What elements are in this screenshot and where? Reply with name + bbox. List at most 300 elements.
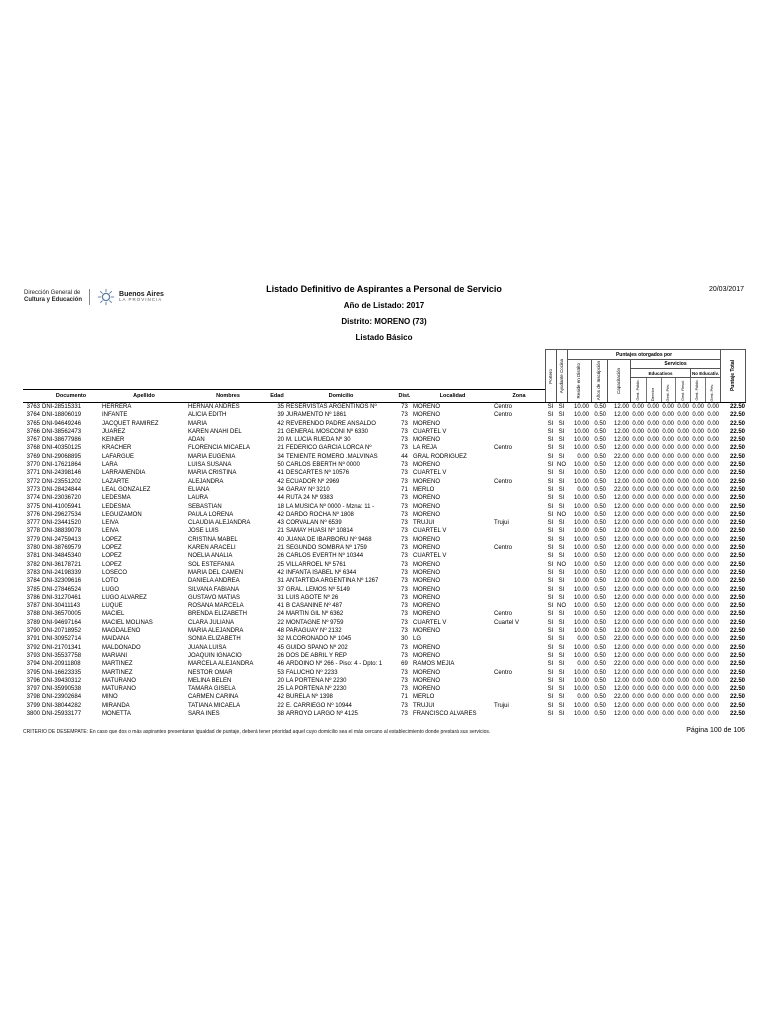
cell-portero: SI: [547, 603, 554, 610]
cell-capacitacion: 12.00: [613, 511, 629, 518]
cell-distrito: 73: [401, 710, 408, 717]
cell-reside-en-distrito: 10.00: [573, 520, 589, 527]
cell-domicilio: GUIDO SPANO Nº 202: [286, 644, 348, 651]
cell-portero: SI: [547, 677, 554, 684]
cell-zona: Trujui: [494, 520, 509, 527]
table-row: [23, 610, 746, 618]
cell-edu-gest-priv: 0.00: [662, 561, 674, 568]
cell-edu-director: 0.00: [647, 404, 659, 410]
cell-edu-director: 0.00: [647, 503, 659, 510]
cell-edu-gest-resol: 0.00: [677, 628, 689, 635]
table-row: [23, 527, 746, 535]
cell-apellido: LEIVA: [102, 520, 119, 527]
cell-zona: [493, 428, 545, 436]
cell-domicilio: LUIS AGOTE Nº 26: [286, 594, 339, 601]
cell-edu-director: 0.00: [647, 594, 659, 601]
cell-edu-gest-priv: 0.00: [662, 578, 674, 585]
cell-edu-gest-public: 0.00: [632, 495, 644, 502]
cell-distrito: 73: [401, 511, 408, 518]
cell-distrito: 73: [401, 619, 408, 626]
cell-puntaje-total: 22.50: [729, 603, 745, 610]
cell-edu-gest-public: 0.00: [632, 445, 644, 452]
table-row: [23, 494, 746, 502]
cell-zona: [493, 511, 545, 519]
cell-noedu-gest-public: 0.00: [692, 628, 704, 635]
cell-edu-gest-priv: 0.00: [662, 495, 674, 502]
cell-capacitacion: 22.00: [613, 661, 629, 668]
cell-capacitacion: 12.00: [613, 702, 629, 709]
cell-edu-gest-public: 0.00: [632, 578, 644, 585]
cell-domicilio: DESCARTES Nº 10576: [286, 470, 350, 477]
cell-edu-gest-public: 0.00: [632, 644, 644, 651]
cell-apellido: MIÑO: [102, 694, 118, 701]
cell-ayudante-cocina: SI: [558, 686, 565, 693]
cell-noedu-gest-priv: 0.00: [707, 428, 719, 435]
cell-noedu-gest-public: 0.00: [692, 686, 704, 693]
cell-apellido: MONETTA: [102, 710, 131, 717]
table-row: [23, 677, 746, 685]
cell-index: 3784: [26, 578, 40, 585]
cell-edad: 22: [277, 702, 284, 709]
cell-edu-gest-priv: 0.00: [662, 503, 674, 510]
cell-edu-director: 0.00: [647, 420, 659, 427]
cell-edu-gest-resol: 0.00: [677, 470, 689, 477]
cell-ayudante-cocina: SI: [558, 470, 565, 477]
cell-edu-gest-public: 0.00: [632, 470, 644, 477]
cell-distrito: 73: [401, 603, 408, 610]
cell-edu-director: 0.00: [647, 710, 659, 717]
cell-distrito: 73: [401, 586, 408, 593]
cell-edu-gest-resol: 0.00: [677, 528, 689, 535]
cell-zona: [493, 635, 545, 643]
cell-puntaje-total: 22.50: [729, 644, 745, 651]
cell-noedu-gest-priv: 0.00: [707, 453, 719, 460]
cell-puntaje-total: 22.50: [729, 511, 745, 518]
cell-anios-inscripcion: 0.50: [594, 578, 606, 585]
cell-edu-gest-priv: 0.00: [662, 486, 674, 493]
col-header-zona: Zona: [512, 393, 526, 399]
cell-nombres: BRENDA ELIZABETH: [188, 611, 248, 618]
cell-apellido: LOPEZ: [102, 553, 122, 560]
cell-portero: SI: [547, 644, 554, 651]
cell-edu-gest-resol: 0.00: [677, 578, 689, 585]
cell-reside-en-distrito: 10.00: [573, 462, 589, 469]
cell-index: 3764: [26, 412, 40, 419]
cell-anios-inscripcion: 0.50: [594, 404, 606, 410]
cell-edu-gest-resol: 0.00: [677, 404, 689, 410]
cell-edu-gest-public: 0.00: [632, 710, 644, 717]
cell-edu-gest-public: 0.00: [632, 686, 644, 693]
cell-edu-director: 0.00: [647, 561, 659, 568]
cell-portero: SI: [547, 661, 554, 668]
cell-index: 3800: [26, 710, 40, 717]
cell-reside-en-distrito: 10.00: [573, 420, 589, 427]
cell-apellido: MATURANO: [102, 686, 136, 693]
cell-noedu-gest-public: 0.00: [692, 710, 704, 717]
cell-anios-inscripcion: 0.50: [594, 636, 606, 643]
cell-apellido: MACIEL MOLINAS: [102, 619, 153, 626]
cell-capacitacion: 22.00: [613, 453, 629, 460]
cell-localidad: CUARTEL V: [413, 528, 447, 535]
page-title: Listado Definitivo de Aspirantes a Personal de Servicio: [266, 284, 502, 294]
cell-portero: SI: [547, 404, 554, 410]
cell-puntaje-total: 22.50: [729, 594, 745, 601]
cell-documento: DNI-27846524: [42, 586, 82, 593]
cell-index: 3766: [26, 428, 40, 435]
cell-ayudante-cocina: SI: [558, 694, 565, 701]
cell-distrito: 73: [401, 470, 408, 477]
cell-portero: SI: [547, 694, 554, 701]
cell-edad: 42: [277, 478, 284, 485]
cell-edu-gest-public: 0.00: [632, 652, 644, 659]
cell-reside-en-distrito: 10.00: [573, 553, 589, 560]
cell-apellido: LOPEZ: [102, 545, 122, 552]
cell-edu-gest-public: 0.00: [632, 677, 644, 684]
cell-edu-gest-resol: 0.00: [677, 677, 689, 684]
cell-index: 3763: [26, 404, 40, 410]
cell-reside-en-distrito: 10.00: [573, 428, 589, 435]
cell-puntaje-total: 22.50: [729, 694, 745, 701]
cell-noedu-gest-public: 0.00: [692, 569, 704, 576]
cell-distrito: 73: [401, 428, 408, 435]
servicios-columns: [631, 378, 720, 402]
cell-apellido: JACQUET RAMIREZ: [102, 420, 159, 427]
cell-noedu-gest-priv: 0.00: [707, 636, 719, 643]
servicios-subgroups: [631, 369, 720, 378]
cell-distrito: 73: [401, 578, 408, 585]
cell-edu-gest-public: 0.00: [632, 661, 644, 668]
cell-ayudante-cocina: NO: [557, 561, 566, 568]
cell-index: 3785: [26, 586, 40, 593]
cell-noedu-gest-public: 0.00: [692, 603, 704, 610]
cell-nombres: ROSANA MARCELA: [188, 603, 244, 610]
cell-edu-gest-resol: 0.00: [677, 428, 689, 435]
cell-ayudante-cocina: SI: [558, 652, 565, 659]
cell-nombres: SEBASTIAN: [188, 503, 222, 510]
cell-edu-director: 0.00: [647, 495, 659, 502]
cell-nombres: LUISA SUSANA: [188, 462, 232, 469]
cell-anios-inscripcion: 0.50: [594, 528, 606, 535]
cell-portero: SI: [547, 586, 554, 593]
cell-portero: SI: [547, 528, 554, 535]
cell-edad: 48: [277, 628, 284, 635]
cell-noedu-gest-public: 0.00: [692, 511, 704, 518]
cell-index: 3765: [26, 420, 40, 427]
cell-index: 3794: [26, 661, 40, 668]
puntajes-group: [567, 349, 720, 402]
cell-index: 3775: [26, 503, 40, 510]
cell-documento: DNI-35990538: [42, 686, 82, 693]
cell-domicilio: PARAGUAY Nº 2132: [286, 628, 342, 635]
cell-nombres: GUSTAVO MATIAS: [188, 594, 241, 601]
cell-documento: DNI-40350125: [42, 445, 82, 452]
cell-noedu-gest-priv: 0.00: [707, 412, 719, 419]
cell-capacitacion: 12.00: [613, 652, 629, 659]
table-row: [23, 635, 746, 643]
cell-ayudante-cocina: NO: [557, 603, 566, 610]
cell-distrito: 73: [401, 495, 408, 502]
cell-edu-director: 0.00: [647, 694, 659, 701]
cell-localidad: MORENO: [413, 628, 440, 635]
cell-localidad: MORENO: [413, 412, 440, 419]
cell-documento: DNI-38562473: [42, 428, 82, 435]
cell-noedu-gest-public: 0.00: [692, 545, 704, 552]
cell-edu-gest-resol: 0.00: [677, 511, 689, 518]
logo-brand: [119, 291, 164, 304]
cell-portero: SI: [547, 553, 554, 560]
cell-capacitacion: 22.00: [613, 636, 629, 643]
cell-anios-inscripcion: 0.50: [594, 486, 606, 493]
col-header-portero: [545, 349, 556, 402]
cell-localidad: MORENO: [413, 603, 440, 610]
cell-noedu-gest-priv: 0.00: [707, 420, 719, 427]
cell-localidad: MERLO: [413, 694, 435, 701]
cell-documento: DNI-32309616: [42, 578, 82, 585]
cell-documento: DNI-20718952: [42, 628, 82, 635]
cell-portero: SI: [547, 470, 554, 477]
cell-apellido: LUQUE: [102, 603, 123, 610]
educativos-group-label: Educativos: [631, 369, 691, 377]
cell-edad: 21: [277, 445, 284, 452]
cell-domicilio: GRAL. LEMOS Nº 5149: [286, 586, 350, 593]
cell-portero: SI: [547, 669, 554, 676]
cell-nombres: JOAQUIN IGNACIO: [188, 652, 242, 659]
cell-capacitacion: 12.00: [613, 437, 629, 444]
col-header-puntaje-total-label: Puntaje Total: [729, 360, 736, 392]
cell-edu-gest-resol: 0.00: [677, 437, 689, 444]
cell-nombres: MARIA EUGENIA: [188, 453, 236, 460]
cell-documento: DNI-16623335: [42, 669, 82, 676]
table-row: [23, 461, 746, 469]
cell-noedu-gest-public: 0.00: [692, 536, 704, 543]
cell-reside-en-distrito: 10.00: [573, 445, 589, 452]
cell-nombres: ALEJANDRA: [188, 478, 224, 485]
cell-edu-director: 0.00: [647, 644, 659, 651]
table-row: [23, 420, 746, 428]
cell-index: 3787: [26, 603, 40, 610]
cell-capacitacion: 12.00: [613, 603, 629, 610]
cell-apellido: MARTINEZ: [102, 669, 133, 676]
cell-ayudante-cocina: SI: [558, 520, 565, 527]
cell-documento: DNI-18806019: [42, 412, 82, 419]
col-header-edu-director: [646, 378, 661, 402]
cell-capacitacion: 12.00: [613, 536, 629, 543]
cell-documento: DNI-41005941: [42, 503, 82, 510]
cell-edu-gest-priv: 0.00: [662, 710, 674, 717]
cell-reside-en-distrito: 10.00: [573, 619, 589, 626]
table-row: [23, 652, 746, 660]
cell-puntaje-total: 22.50: [729, 636, 745, 643]
cell-localidad: MORENO: [413, 437, 440, 444]
cell-zona: Centro: [494, 404, 513, 410]
cell-puntaje-total: 22.50: [729, 652, 745, 659]
table-row: [23, 544, 746, 552]
table-row: [23, 702, 746, 710]
cell-edad: 34: [277, 486, 284, 493]
cell-capacitacion: 22.00: [613, 486, 629, 493]
cell-apellido: MALDONADO: [102, 644, 141, 651]
cell-portero: SI: [547, 594, 554, 601]
cell-distrito: 73: [401, 702, 408, 709]
cell-portero: SI: [547, 462, 554, 469]
cell-edu-gest-priv: 0.00: [662, 470, 674, 477]
cell-edu-gest-priv: 0.00: [662, 594, 674, 601]
cell-noedu-gest-priv: 0.00: [707, 520, 719, 527]
cell-noedu-gest-priv: 0.00: [707, 470, 719, 477]
cell-distrito: 73: [401, 545, 408, 552]
col-header-edu-gest-resol-label: Gest. Resol.: [680, 380, 685, 401]
cell-edu-gest-resol: 0.00: [677, 702, 689, 709]
cell-localidad: LA REJA: [413, 445, 438, 452]
cell-localidad: CUARTEL V: [413, 619, 447, 626]
cell-capacitacion: 12.00: [613, 561, 629, 568]
cell-reside-en-distrito: 10.00: [573, 511, 589, 518]
cell-localidad: MORENO: [413, 462, 440, 469]
cell-nombres: NOELIA ANALIA: [188, 553, 233, 560]
table-row: [23, 660, 746, 668]
cell-apellido: LOTO: [102, 578, 119, 585]
cell-edu-gest-resol: 0.00: [677, 686, 689, 693]
cell-localidad: MORENO: [413, 511, 440, 518]
cell-edu-director: 0.00: [647, 445, 659, 452]
cell-capacitacion: 12.00: [613, 520, 629, 527]
cell-noedu-gest-public: 0.00: [692, 437, 704, 444]
cell-zona: [493, 693, 545, 701]
cell-edu-gest-resol: 0.00: [677, 520, 689, 527]
cell-anios-inscripcion: 0.50: [594, 661, 606, 668]
cell-edad: 31: [277, 594, 284, 601]
cell-edu-gest-priv: 0.00: [662, 669, 674, 676]
cell-distrito: 71: [401, 694, 408, 701]
cell-zona: [493, 677, 545, 685]
cell-noedu-gest-public: 0.00: [692, 619, 704, 626]
cell-domicilio: ARROYO LARGO Nº 4125: [286, 710, 358, 717]
cell-nombres: FLORENCIA MICAELA: [188, 445, 251, 452]
col-header-ayudante-cocina-label: Ayudante Cocina: [558, 358, 564, 394]
table-header-left: [23, 349, 545, 402]
cell-reside-en-distrito: 0.00: [577, 486, 589, 493]
cell-edad: 39: [277, 412, 284, 419]
cell-noedu-gest-public: 0.00: [692, 644, 704, 651]
cell-noedu-gest-priv: 0.00: [707, 404, 719, 410]
cell-noedu-gest-priv: 0.00: [707, 603, 719, 610]
cell-apellido: LARA: [102, 462, 118, 469]
cell-domicilio: GARAY Nº 3210: [286, 486, 330, 493]
cell-edu-gest-priv: 0.00: [662, 437, 674, 444]
cell-index: 3767: [26, 437, 40, 444]
cell-distrito: 73: [401, 669, 408, 676]
cell-zona: [493, 627, 545, 635]
cell-puntaje-total: 22.50: [729, 470, 745, 477]
cell-edad: 42: [277, 694, 284, 701]
cell-reside-en-distrito: 10.00: [573, 686, 589, 693]
cell-reside-en-distrito: 10.00: [573, 603, 589, 610]
cell-capacitacion: 12.00: [613, 545, 629, 552]
col-header-edu-gest-priv: [661, 378, 676, 402]
cell-portero: SI: [547, 561, 554, 568]
cell-zona: [493, 552, 545, 560]
cell-noedu-gest-public: 0.00: [692, 611, 704, 618]
cell-puntaje-total: 22.50: [729, 404, 745, 410]
cell-edu-gest-resol: 0.00: [677, 561, 689, 568]
cell-anios-inscripcion: 0.50: [594, 412, 606, 419]
cell-anios-inscripcion: 0.50: [594, 644, 606, 651]
cell-index: 3780: [26, 545, 40, 552]
cell-edu-gest-priv: 0.00: [662, 652, 674, 659]
cell-noedu-gest-public: 0.00: [692, 694, 704, 701]
cell-edu-gest-resol: 0.00: [677, 478, 689, 485]
cell-edu-director: 0.00: [647, 578, 659, 585]
cell-noedu-gest-priv: 0.00: [707, 445, 719, 452]
cell-domicilio: CARLOS EVERTH Nº 10344: [286, 553, 364, 560]
col-header-capacitacion-label: Capacitación: [615, 367, 621, 394]
logo-brand-subtitle: LA PROVINCIA: [119, 297, 163, 303]
cell-distrito: 73: [401, 445, 408, 452]
cell-distrito: 73: [401, 437, 408, 444]
cell-portero: SI: [547, 486, 554, 493]
cell-localidad: MORENO: [413, 594, 440, 601]
cell-capacitacion: 12.00: [613, 619, 629, 626]
col-header-edu-gest-priv-label: Gest. Priv.: [665, 383, 670, 401]
cell-edu-gest-public: 0.00: [632, 611, 644, 618]
cell-anios-inscripcion: 0.50: [594, 520, 606, 527]
cell-edu-director: 0.00: [647, 553, 659, 560]
cell-domicilio: ANTARTIDA ARGENTINA Nº 1267: [286, 578, 379, 585]
cell-index: 3778: [26, 528, 40, 535]
cell-reside-en-distrito: 0.00: [577, 694, 589, 701]
cell-edu-director: 0.00: [647, 652, 659, 659]
cell-nombres: ADAN: [188, 437, 205, 444]
cell-edu-gest-public: 0.00: [632, 603, 644, 610]
cell-reside-en-distrito: 10.00: [573, 503, 589, 510]
cell-reside-en-distrito: 10.00: [573, 561, 589, 568]
cell-localidad: TRUJUI: [413, 702, 435, 709]
cell-noedu-gest-public: 0.00: [692, 495, 704, 502]
cell-edu-gest-resol: 0.00: [677, 503, 689, 510]
cell-capacitacion: 12.00: [613, 503, 629, 510]
cell-portero: SI: [547, 702, 554, 709]
cell-edu-gest-resol: 0.00: [677, 486, 689, 493]
cell-apellido: LEDESMA: [102, 503, 131, 510]
cell-edu-gest-priv: 0.00: [662, 686, 674, 693]
cell-noedu-gest-public: 0.00: [692, 669, 704, 676]
cell-zona: Centro: [494, 545, 513, 552]
col-header-localidad: Localidad: [439, 393, 466, 399]
cell-edu-gest-public: 0.00: [632, 702, 644, 709]
cell-documento: DNI-36178721: [42, 561, 82, 568]
cell-domicilio: JUANA DE IBARBORU Nº 9468: [286, 536, 372, 543]
cell-documento: DNI-24198339: [42, 569, 82, 576]
cell-documento: DNI-35537758: [42, 652, 82, 659]
cell-apellido: MAIDANA: [102, 636, 130, 643]
cell-edu-gest-public: 0.00: [632, 545, 644, 552]
cell-noedu-gest-priv: 0.00: [707, 536, 719, 543]
cell-index: 3799: [26, 702, 40, 709]
col-header-edad: Edad: [270, 393, 284, 399]
cell-domicilio: REVERENDO PADRE ANSALDO: [286, 420, 376, 427]
cell-noedu-gest-public: 0.00: [692, 520, 704, 527]
table-body: [23, 403, 746, 718]
cell-edad: 20: [277, 677, 284, 684]
servicios-group-label: Servicios: [631, 360, 720, 369]
cell-noedu-gest-public: 0.00: [692, 636, 704, 643]
page-number: Página 100 de 106: [686, 727, 745, 734]
cell-edad: 37: [277, 586, 284, 593]
cell-domicilio: ARDOINO Nº 266 - Piso: 4 - Dpto: 1: [286, 661, 383, 668]
cell-reside-en-distrito: 0.00: [577, 453, 589, 460]
logo-brand-name: Buenos Aires: [119, 290, 164, 298]
cell-domicilio: BURELA Nº 1398: [286, 694, 333, 701]
